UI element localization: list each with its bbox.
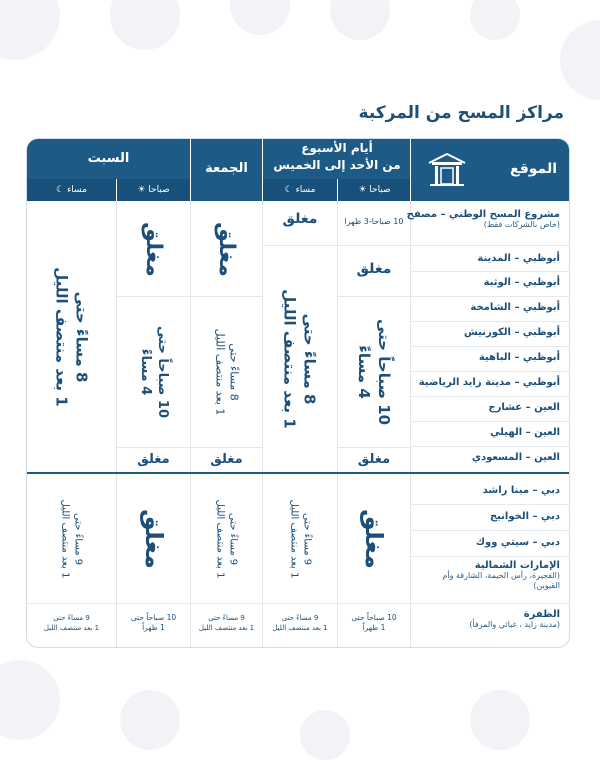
location-row [406, 209, 569, 229]
row-line [411, 346, 569, 347]
location-name: دبي – الخوانيج [489, 511, 560, 522]
header-weekdays [263, 139, 411, 179]
hours-line: 10 صباحاً حتى [154, 326, 170, 418]
morning-label: صباحا [148, 185, 170, 195]
header-location-label: الموقع [510, 161, 557, 177]
dhafra-weekdays-evening [263, 613, 337, 633]
row-line [411, 371, 569, 372]
dhafra-saturday-evening [27, 613, 116, 633]
friday-closed-masoudi: مغلق [210, 452, 243, 467]
weekdays-evening-label [263, 179, 337, 201]
row-line [411, 245, 569, 246]
row-line [411, 271, 569, 272]
row-line [411, 421, 569, 422]
weekdays-evening-hours [263, 246, 337, 472]
bg-dot [0, 660, 60, 740]
cell-line [27, 603, 410, 604]
bg-dot [560, 20, 600, 100]
location-row [411, 277, 569, 288]
row-line [411, 603, 569, 604]
weekdays-morning-text [354, 319, 394, 425]
bg-dot [230, 0, 290, 35]
location-name: دبي – سيتي ووك [475, 537, 560, 548]
closed-text: مغلق [140, 222, 166, 277]
region-divider [27, 472, 569, 474]
location-name: الظفرة [523, 609, 560, 620]
bg-dot [300, 710, 350, 760]
hours-line: 9 مساءً حتى [301, 512, 313, 566]
header-location [411, 139, 569, 201]
hours-line: 10 صباحاً حتى [375, 318, 393, 426]
location-row [411, 609, 569, 629]
weekdays-morning-closed: مغلق [356, 261, 392, 277]
row-line [411, 321, 569, 322]
hours-line: 1 ظهراً [142, 623, 165, 632]
closed-text: مغلق [139, 509, 168, 569]
location-row [411, 402, 569, 413]
saturday-evening-label [27, 179, 116, 201]
bg-dot [470, 690, 530, 750]
row-line [411, 396, 569, 397]
location-row [411, 560, 569, 591]
header-separator [337, 179, 338, 201]
header-separator [116, 179, 117, 201]
row-line [411, 446, 569, 447]
location-name: أبوظبي – الشامخة [470, 302, 560, 313]
header-saturday [27, 139, 190, 179]
location-row [411, 537, 569, 548]
location-row [411, 377, 569, 388]
mussafah-evening-closed: مغلق [282, 211, 318, 227]
hours-line: 1 بعد منتصف الليل [272, 624, 328, 632]
hours-line: 9 مساءً حتى [208, 614, 245, 622]
schedule-table [26, 138, 570, 648]
friday-closed-top [191, 202, 262, 297]
header-separator [410, 139, 411, 201]
hours-line: 1 بعد منتصف الليل [59, 499, 71, 579]
row-line [411, 296, 569, 297]
building-icon [427, 151, 467, 187]
hours-line: 9 مساءً حتى [53, 614, 90, 622]
location-name: أبوظبي – الباهية [478, 352, 560, 363]
saturday-evening-text [52, 267, 92, 406]
page-title: مراكز المسح من المركبة [358, 103, 564, 123]
header-saturday-label: السبت [87, 151, 130, 166]
hours-line: 9 مساءً حتى [227, 512, 239, 566]
hours-line: 1 بعد منتصف الليل [52, 267, 71, 407]
location-sub: (مدينة زايد ، غياثي والمرفأ) [469, 620, 560, 629]
location-row [411, 452, 569, 463]
saturday-morning-closed-top [117, 202, 190, 297]
closed-text: مغلق [213, 222, 239, 277]
north-saturday-evening-text [58, 500, 84, 579]
row-line [411, 556, 569, 557]
location-sub: (الفجيرة، رأس الخيمة، الشارقة وأم القيوين) [442, 571, 560, 590]
bg-dot [0, 0, 60, 60]
moon-icon: ☾ [56, 185, 65, 195]
header-weekdays-line1: أيام الأسبوع [301, 141, 373, 155]
location-name: العين – المسعودي [471, 452, 560, 463]
saturday-morning-hours [117, 297, 190, 447]
north-saturday-evening-hours [27, 475, 116, 603]
location-name: أبوظبي – المدينة [477, 253, 560, 264]
saturday-morning-label [117, 179, 190, 201]
location-name: مشروع المسح الوطني – مصفح [406, 209, 560, 220]
evening-label: مساء [67, 185, 87, 195]
saturday-morning-text [137, 326, 171, 418]
friday-hours [191, 297, 262, 447]
bg-dot [110, 0, 180, 50]
location-row [411, 253, 569, 264]
dhafra-saturday-morning [117, 613, 190, 633]
weekdays-morning-label [338, 179, 411, 201]
hours-line: 10 صباحاً حتى [351, 613, 397, 622]
header-friday-label: الجمعة [205, 161, 248, 176]
hours-line: 8 مساءً حتى [227, 343, 241, 401]
hours-line: 9 مساءً حتى [72, 512, 84, 566]
location-name: دبي – مينا راشد [482, 485, 560, 496]
location-name: أبوظبي – مدينة زايد الرياضية [418, 377, 560, 388]
friday-hours-text [213, 329, 241, 416]
row-line [411, 530, 569, 531]
cell-line [338, 447, 410, 448]
bg-dot [120, 690, 180, 750]
hours-line: 1 بعد منتصف الليل [198, 624, 255, 632]
north-friday-text [214, 500, 240, 579]
evening-label: مساء [295, 185, 316, 195]
cell-line [117, 447, 190, 448]
cell-line [191, 447, 262, 448]
hours-line: 1 بعد منتصف الليل [214, 499, 226, 579]
morning-label: صباحا [369, 185, 391, 195]
hours-line: 8 مساءً حتى [72, 291, 91, 383]
header-separator [262, 139, 263, 201]
hours-line: 1 ظهراً [362, 623, 386, 632]
location-name: العين – عشارج [488, 402, 560, 413]
weekdays-morning-closed-masoudi: مغلق [357, 452, 391, 467]
north-weekdays-evening-hours [263, 475, 337, 603]
location-name: أبوظبي – الوثبة [483, 277, 560, 288]
saturday-evening-hours [27, 202, 116, 472]
weekdays-evening-text [280, 289, 320, 428]
north-weekdays-evening-text [287, 500, 313, 579]
location-name: العين – الهيلي [490, 427, 560, 438]
north-weekdays-morning-closed [338, 475, 410, 603]
header-friday [191, 139, 262, 201]
location-row [411, 485, 569, 496]
location-row [411, 302, 569, 313]
hours-line: 4 مساءً [355, 345, 373, 399]
hours-line: 9 مساءً حتى [281, 614, 319, 622]
hours-line: 10 صباحاً حتى [130, 613, 177, 622]
hours-line: 1 بعد منتصف الليل [213, 328, 227, 416]
header-separator [190, 139, 191, 201]
hours-line: 4 مساءً [137, 348, 153, 396]
moon-icon: ☾ [284, 185, 293, 195]
dhafra-weekdays-morning [338, 613, 410, 633]
dhafra-friday [191, 613, 262, 633]
hours-line: 8 مساءً حتى [301, 313, 319, 405]
weekdays-morning-hours [338, 297, 410, 447]
header-weekdays-line2: من الأحد إلى الخميس [273, 158, 401, 172]
hours-line: 1 بعد منتصف الليل [281, 289, 299, 429]
north-friday-hours [191, 475, 262, 603]
location-row [411, 352, 569, 363]
location-sub: (خاص بالشركات فقط) [483, 220, 560, 229]
hours-line: 1 بعد منتصف الليل [288, 499, 300, 579]
sun-icon: ☀ [137, 185, 146, 195]
bg-dot [330, 0, 390, 40]
sun-icon: ☀ [358, 185, 367, 195]
mussafah-morning-hours: 10 صباحا-3 ظهرا [344, 217, 404, 226]
saturday-morning-closed-masoudi: مغلق [137, 452, 170, 467]
location-name: الإمارات الشمالية [474, 560, 560, 571]
location-row [411, 327, 569, 338]
location-name: أبوظبي – الكورنيش [463, 327, 560, 338]
north-saturday-morning-closed [117, 475, 190, 603]
location-row [411, 427, 569, 438]
row-line [411, 504, 569, 505]
bg-dot [470, 0, 520, 40]
closed-text: مغلق [360, 509, 388, 569]
location-row [411, 511, 569, 522]
hours-line: 1 بعد منتصف الليل [43, 624, 100, 632]
